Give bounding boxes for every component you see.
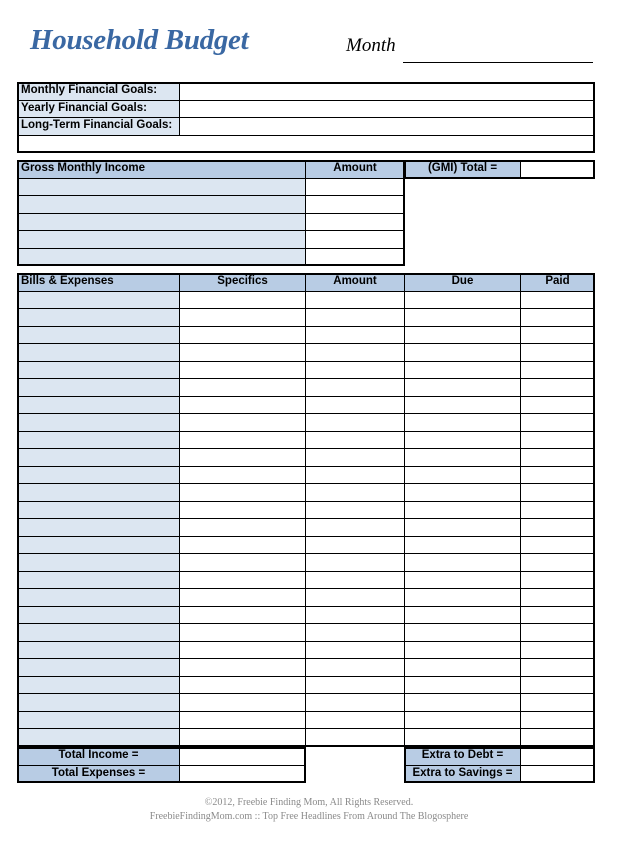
expense-paid-field[interactable] <box>520 308 595 327</box>
gmi-total-label: (GMI) Total = <box>404 160 521 179</box>
expense-specifics-field[interactable] <box>179 588 306 607</box>
expense-bills-expenses-field[interactable] <box>17 606 180 625</box>
expense-paid-field[interactable] <box>520 326 595 345</box>
expense-bills-expenses-field[interactable] <box>17 483 180 502</box>
expense-amount-field[interactable] <box>305 641 405 660</box>
expense-paid-field[interactable] <box>520 553 595 572</box>
expense-bills-expenses-field[interactable] <box>17 728 180 747</box>
expense-specifics-field[interactable] <box>179 623 306 642</box>
expense-bills-expenses-field[interactable] <box>17 676 180 695</box>
month-label: Month <box>346 35 396 56</box>
expense-amount-field[interactable] <box>305 518 405 537</box>
expense-bills-expenses-field[interactable] <box>17 641 180 660</box>
expense-amount-field[interactable] <box>305 588 405 607</box>
goal-label: Long-Term Financial Goals: <box>17 117 180 136</box>
expense-paid-field[interactable] <box>520 378 595 397</box>
expense-paid-field[interactable] <box>520 291 595 310</box>
expense-due-field[interactable] <box>404 343 521 362</box>
expense-paid-field[interactable] <box>520 693 595 712</box>
income-header: Gross Monthly Income <box>17 160 306 179</box>
expense-due-field[interactable] <box>404 658 521 677</box>
expense-due-field[interactable] <box>404 536 521 555</box>
expense-due-field[interactable] <box>404 448 521 467</box>
expense-bills-expenses-field[interactable] <box>17 466 180 485</box>
expense-amount-field[interactable] <box>305 448 405 467</box>
expense-paid-field[interactable] <box>520 466 595 485</box>
gmi-total-field[interactable] <box>520 160 595 179</box>
expense-due-field[interactable] <box>404 378 521 397</box>
expense-bills-expenses-field[interactable] <box>17 588 180 607</box>
expense-amount-field[interactable] <box>305 326 405 345</box>
expense-specifics-field[interactable] <box>179 483 306 502</box>
expense-amount-field[interactable] <box>305 291 405 310</box>
extra-savings-label: Extra to Savings = <box>404 765 521 784</box>
expense-amount-field[interactable] <box>305 396 405 415</box>
footer-tagline: FreebieFindingMom.com :: Top Free Headlines From Around The Blogosphere <box>149 811 469 822</box>
month-underline <box>403 62 593 63</box>
goal-extra-field[interactable] <box>17 135 595 154</box>
income-amount-field[interactable] <box>305 230 405 249</box>
expense-bills-expenses-field[interactable] <box>17 553 180 572</box>
expense-amount-field[interactable] <box>305 676 405 695</box>
col-header-bills-expenses: Bills & Expenses <box>17 273 180 292</box>
footer-copyright: ©2012, Freebie Finding Mom, All Rights Reserved. <box>204 797 414 808</box>
expense-bills-expenses-field[interactable] <box>17 693 180 712</box>
expense-amount-field[interactable] <box>305 623 405 642</box>
expense-paid-field[interactable] <box>520 343 595 362</box>
expense-bills-expenses-field[interactable] <box>17 291 180 310</box>
expense-specifics-field[interactable] <box>179 291 306 310</box>
expense-amount-field[interactable] <box>305 728 405 747</box>
expense-due-field[interactable] <box>404 483 521 502</box>
expense-due-field[interactable] <box>404 291 521 310</box>
income-source-field[interactable] <box>17 213 306 232</box>
expense-bills-expenses-field[interactable] <box>17 378 180 397</box>
income-source-field[interactable] <box>17 178 306 197</box>
expense-amount-field[interactable] <box>305 378 405 397</box>
expense-specifics-field[interactable] <box>179 431 306 450</box>
page-title: Household Budget <box>30 24 249 56</box>
expense-specifics-field[interactable] <box>179 326 306 345</box>
expense-due-field[interactable] <box>404 641 521 660</box>
expense-paid-field[interactable] <box>520 571 595 590</box>
expense-due-field[interactable] <box>404 553 521 572</box>
expense-paid-field[interactable] <box>520 536 595 555</box>
expense-paid-field[interactable] <box>520 483 595 502</box>
expense-amount-field[interactable] <box>305 431 405 450</box>
expense-amount-field[interactable] <box>305 308 405 327</box>
expense-amount-field[interactable] <box>305 413 405 432</box>
expense-specifics-field[interactable] <box>179 413 306 432</box>
expense-bills-expenses-field[interactable] <box>17 396 180 415</box>
expense-due-field[interactable] <box>404 623 521 642</box>
expense-paid-field[interactable] <box>520 448 595 467</box>
expense-paid-field[interactable] <box>520 606 595 625</box>
expense-amount-field[interactable] <box>305 361 405 380</box>
expense-bills-expenses-field[interactable] <box>17 536 180 555</box>
expense-bills-expenses-field[interactable] <box>17 518 180 537</box>
income-amount-field[interactable] <box>305 195 405 214</box>
income-source-field[interactable] <box>17 230 306 249</box>
expense-due-field[interactable] <box>404 728 521 747</box>
expense-specifics-field[interactable] <box>179 641 306 660</box>
expense-specifics-field[interactable] <box>179 553 306 572</box>
expense-due-field[interactable] <box>404 326 521 345</box>
expense-paid-field[interactable] <box>520 728 595 747</box>
extra-savings-field[interactable] <box>520 765 595 784</box>
expense-paid-field[interactable] <box>520 518 595 537</box>
total-income-label: Total Income = <box>17 747 180 766</box>
expense-specifics-field[interactable] <box>179 501 306 520</box>
expense-specifics-field[interactable] <box>179 728 306 747</box>
expense-due-field[interactable] <box>404 361 521 380</box>
expense-specifics-field[interactable] <box>179 308 306 327</box>
expense-specifics-field[interactable] <box>179 676 306 695</box>
expense-bills-expenses-field[interactable] <box>17 658 180 677</box>
col-header-due: Due <box>404 273 521 292</box>
expense-bills-expenses-field[interactable] <box>17 308 180 327</box>
expense-amount-field[interactable] <box>305 658 405 677</box>
expense-bills-expenses-field[interactable] <box>17 361 180 380</box>
expense-amount-field[interactable] <box>305 711 405 730</box>
expense-specifics-field[interactable] <box>179 343 306 362</box>
expense-paid-field[interactable] <box>520 623 595 642</box>
extra-debt-field[interactable] <box>520 747 595 766</box>
expense-due-field[interactable] <box>404 588 521 607</box>
expense-paid-field[interactable] <box>520 431 595 450</box>
expense-paid-field[interactable] <box>520 676 595 695</box>
expense-bills-expenses-field[interactable] <box>17 623 180 642</box>
expense-due-field[interactable] <box>404 518 521 537</box>
expense-specifics-field[interactable] <box>179 658 306 677</box>
expense-due-field[interactable] <box>404 711 521 730</box>
expense-bills-expenses-field[interactable] <box>17 711 180 730</box>
income-amount-field[interactable] <box>305 248 405 267</box>
expense-bills-expenses-field[interactable] <box>17 501 180 520</box>
expense-paid-field[interactable] <box>520 413 595 432</box>
goal-field[interactable] <box>179 82 595 101</box>
expense-paid-field[interactable] <box>520 361 595 380</box>
goal-field[interactable] <box>179 117 595 136</box>
expense-amount-field[interactable] <box>305 571 405 590</box>
expense-amount-field[interactable] <box>305 501 405 520</box>
expense-specifics-field[interactable] <box>179 448 306 467</box>
income-amount-field[interactable] <box>305 178 405 197</box>
expense-specifics-field[interactable] <box>179 693 306 712</box>
expense-bills-expenses-field[interactable] <box>17 431 180 450</box>
col-header-paid: Paid <box>520 273 595 292</box>
total-expenses-field[interactable] <box>179 765 306 784</box>
expense-specifics-field[interactable] <box>179 378 306 397</box>
income-source-field[interactable] <box>17 248 306 267</box>
expense-specifics-field[interactable] <box>179 466 306 485</box>
expense-amount-field[interactable] <box>305 343 405 362</box>
expense-amount-field[interactable] <box>305 553 405 572</box>
expense-paid-field[interactable] <box>520 658 595 677</box>
total-expenses-label: Total Expenses = <box>17 765 180 784</box>
col-header-amount: Amount <box>305 273 405 292</box>
expense-amount-field[interactable] <box>305 693 405 712</box>
expense-bills-expenses-field[interactable] <box>17 413 180 432</box>
col-header-specifics: Specifics <box>179 273 306 292</box>
expense-amount-field[interactable] <box>305 606 405 625</box>
expense-specifics-field[interactable] <box>179 396 306 415</box>
expense-due-field[interactable] <box>404 501 521 520</box>
expense-amount-field[interactable] <box>305 536 405 555</box>
expense-paid-field[interactable] <box>520 396 595 415</box>
expense-specifics-field[interactable] <box>179 711 306 730</box>
expense-bills-expenses-field[interactable] <box>17 571 180 590</box>
expense-due-field[interactable] <box>404 676 521 695</box>
expense-due-field[interactable] <box>404 308 521 327</box>
expense-specifics-field[interactable] <box>179 361 306 380</box>
expense-due-field[interactable] <box>404 396 521 415</box>
expense-paid-field[interactable] <box>520 501 595 520</box>
expense-specifics-field[interactable] <box>179 571 306 590</box>
expense-amount-field[interactable] <box>305 483 405 502</box>
expense-due-field[interactable] <box>404 571 521 590</box>
expense-amount-field[interactable] <box>305 466 405 485</box>
expense-paid-field[interactable] <box>520 711 595 730</box>
income-source-field[interactable] <box>17 195 306 214</box>
goal-label: Yearly Financial Goals: <box>17 100 180 119</box>
extra-debt-label: Extra to Debt = <box>404 747 521 766</box>
expense-specifics-field[interactable] <box>179 606 306 625</box>
expense-paid-field[interactable] <box>520 641 595 660</box>
expense-specifics-field[interactable] <box>179 536 306 555</box>
expense-due-field[interactable] <box>404 606 521 625</box>
month-field[interactable] <box>405 40 591 60</box>
expense-due-field[interactable] <box>404 413 521 432</box>
income-amount-header: Amount <box>305 160 405 179</box>
expense-specifics-field[interactable] <box>179 518 306 537</box>
expense-bills-expenses-field[interactable] <box>17 326 180 345</box>
expense-bills-expenses-field[interactable] <box>17 448 180 467</box>
expense-bills-expenses-field[interactable] <box>17 343 180 362</box>
expense-due-field[interactable] <box>404 466 521 485</box>
goal-field[interactable] <box>179 100 595 119</box>
expense-due-field[interactable] <box>404 431 521 450</box>
expense-due-field[interactable] <box>404 693 521 712</box>
total-income-field[interactable] <box>179 747 306 766</box>
goal-label: Monthly Financial Goals: <box>17 82 180 101</box>
income-amount-field[interactable] <box>305 213 405 232</box>
expense-paid-field[interactable] <box>520 588 595 607</box>
